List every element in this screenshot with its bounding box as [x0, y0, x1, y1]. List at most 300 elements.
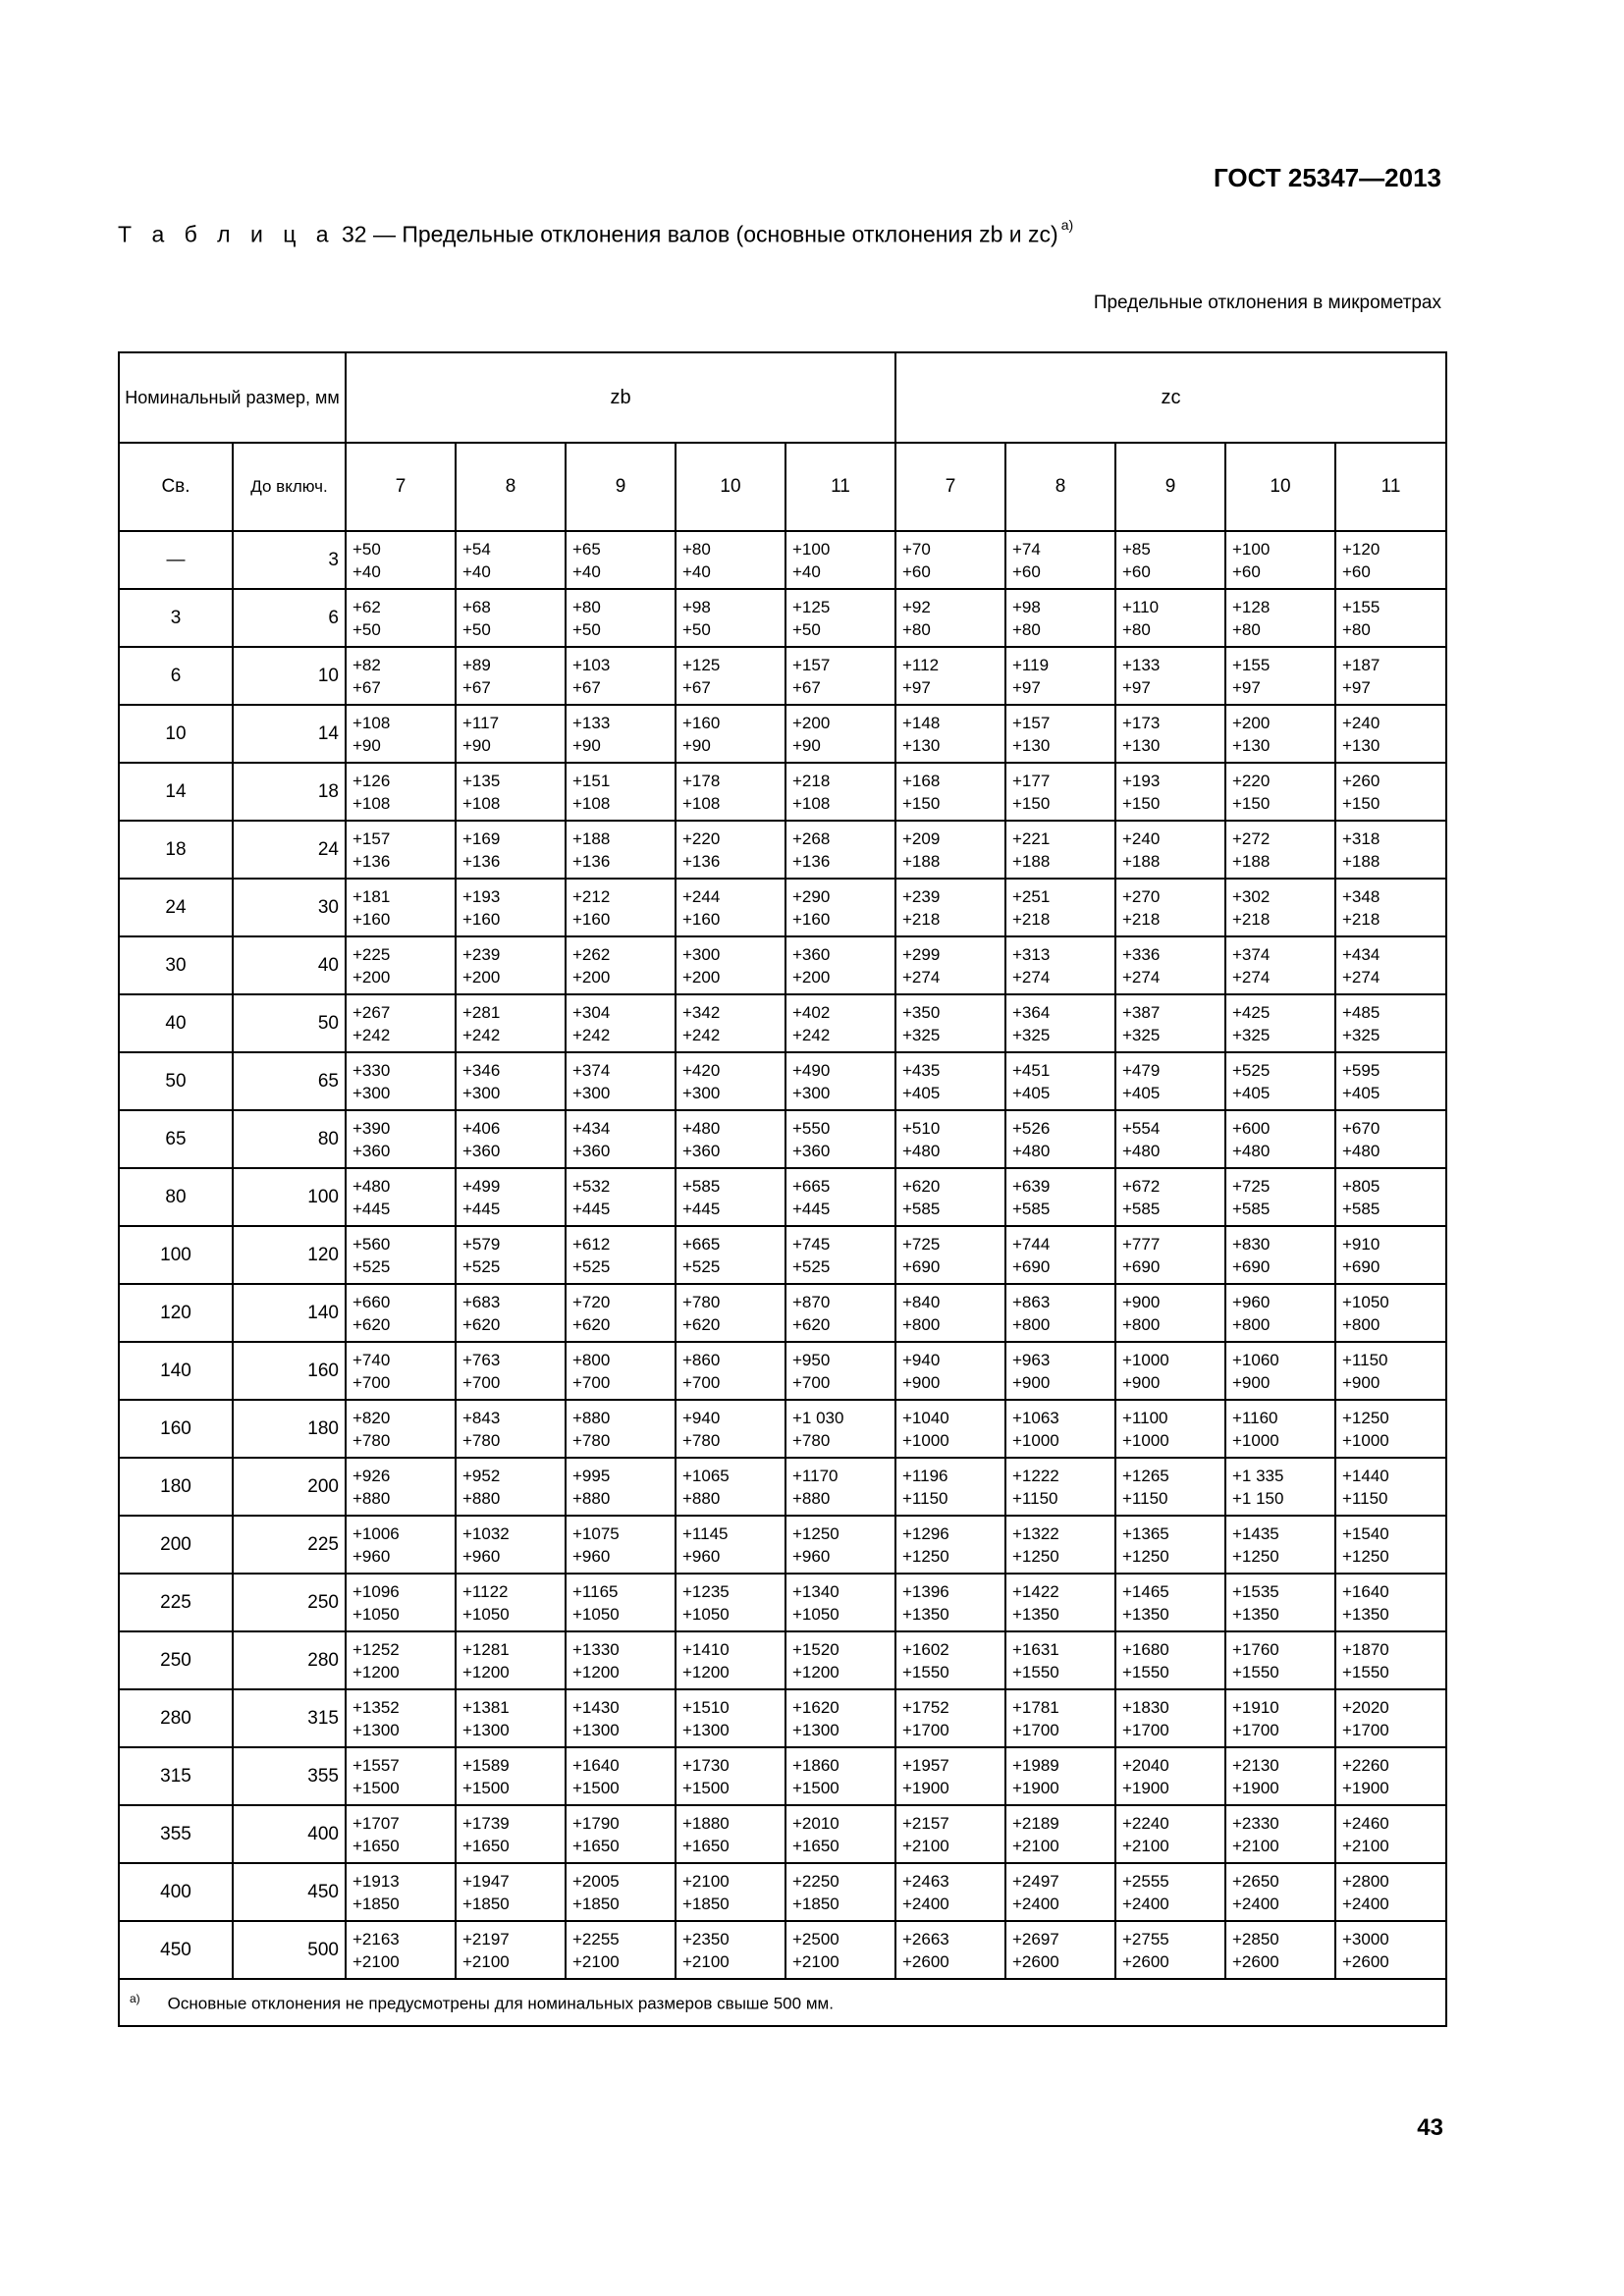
upper-deviation: +1145 [682, 1523, 729, 1543]
lower-deviation: +1250 [1012, 1546, 1059, 1566]
upper-deviation: +2255 [572, 1929, 620, 1949]
table-row [119, 1458, 1446, 1516]
size-from-cell: 200 [119, 1516, 233, 1574]
zb-deviation-cell [676, 879, 785, 936]
upper-deviation: +3000 [1342, 1929, 1389, 1949]
lower-deviation: +325 [902, 1025, 941, 1044]
zc-deviation-cell [895, 705, 1005, 763]
zb-deviation-cell [456, 1921, 566, 1979]
zc-deviation-cell [895, 1631, 1005, 1689]
lower-deviation: +880 [352, 1488, 391, 1508]
zc-deviation-cell [1225, 531, 1335, 589]
upper-deviation: +2010 [792, 1813, 839, 1833]
lower-deviation: +360 [572, 1141, 611, 1160]
lower-deviation: +960 [682, 1546, 721, 1566]
lower-deviation: +80 [1122, 619, 1151, 639]
upper-deviation: +820 [352, 1408, 391, 1427]
zb-deviation-cell [566, 1921, 676, 1979]
lower-deviation: +130 [1122, 735, 1161, 755]
lower-deviation: +160 [682, 909, 721, 929]
upper-deviation: +74 [1012, 539, 1041, 559]
upper-deviation: +125 [792, 597, 831, 616]
upper-deviation: +2800 [1342, 1871, 1389, 1891]
zb-deviation-cell [346, 763, 456, 821]
upper-deviation: +148 [902, 713, 941, 732]
zc-deviation-cell [1115, 1110, 1225, 1168]
lower-deviation: +445 [462, 1199, 501, 1218]
zb-deviation-cell [676, 1342, 785, 1400]
table-row [119, 1631, 1446, 1689]
zb-deviation-cell [785, 531, 895, 589]
lower-deviation: +1000 [1342, 1430, 1389, 1450]
upper-deviation: +1913 [352, 1871, 400, 1891]
zb-grade-header: 11 [785, 443, 895, 531]
caption-note-mark: а) [1060, 217, 1074, 233]
zc-deviation-cell [1005, 763, 1115, 821]
upper-deviation: +2240 [1122, 1813, 1169, 1833]
zb-deviation-cell [346, 1574, 456, 1631]
zc-deviation-cell [1225, 1574, 1335, 1631]
upper-deviation: +110 [1122, 597, 1160, 616]
table-footnote [119, 1979, 1446, 2026]
lower-deviation: +1900 [1342, 1778, 1389, 1797]
zb-deviation-cell [456, 705, 566, 763]
lower-deviation: +218 [1342, 909, 1380, 929]
zb-deviation-cell [456, 936, 566, 994]
table-row [119, 1342, 1446, 1400]
lower-deviation: +800 [1012, 1314, 1051, 1334]
upper-deviation: +160 [682, 713, 721, 732]
upper-deviation: +843 [462, 1408, 501, 1427]
upper-deviation: +940 [902, 1350, 941, 1369]
upper-deviation: +1170 [792, 1466, 839, 1485]
zb-deviation-cell [676, 1168, 785, 1226]
zb-deviation-cell [346, 1921, 456, 1979]
upper-deviation: +2260 [1342, 1755, 1389, 1775]
zc-deviation-cell [1005, 589, 1115, 647]
upper-deviation: +1381 [462, 1697, 510, 1717]
upper-deviation: +2189 [1012, 1813, 1059, 1833]
size-from-cell: 65 [119, 1110, 233, 1168]
zb-deviation-cell [346, 1284, 456, 1342]
zb-deviation-cell [785, 1689, 895, 1747]
upper-deviation: +178 [682, 771, 721, 790]
lower-deviation: +300 [572, 1083, 611, 1102]
upper-deviation: +374 [1232, 944, 1271, 964]
upper-deviation: +1557 [352, 1755, 400, 1775]
lower-deviation: +525 [682, 1256, 721, 1276]
lower-deviation: +1550 [1232, 1662, 1279, 1682]
size-from-cell: 400 [119, 1863, 233, 1921]
upper-deviation: +1352 [352, 1697, 400, 1717]
zc-deviation-cell [1005, 1168, 1115, 1226]
zc-deviation-cell [1115, 1400, 1225, 1458]
size-to-cell: 160 [233, 1342, 346, 1400]
table-body [119, 531, 1446, 1979]
lower-deviation: +325 [1122, 1025, 1161, 1044]
size-from-cell: 120 [119, 1284, 233, 1342]
lower-deviation: +1200 [352, 1662, 400, 1682]
zb-deviation-cell [346, 1805, 456, 1863]
size-to-cell: 10 [233, 647, 346, 705]
upper-deviation: +1340 [792, 1581, 839, 1601]
zb-deviation-cell [456, 1110, 566, 1168]
zb-deviation-cell [456, 994, 566, 1052]
lower-deviation: +130 [902, 735, 941, 755]
upper-deviation: +1947 [462, 1871, 510, 1891]
lower-deviation: +2400 [1342, 1894, 1389, 1913]
upper-deviation: +840 [902, 1292, 941, 1311]
lower-deviation: +1050 [682, 1604, 730, 1624]
upper-deviation: +200 [792, 713, 831, 732]
zb-deviation-cell [566, 1631, 676, 1689]
zc-deviation-cell [1115, 1342, 1225, 1400]
upper-deviation: +2497 [1012, 1871, 1059, 1891]
lower-deviation: +690 [1232, 1256, 1271, 1276]
zb-deviation-cell [566, 1747, 676, 1805]
upper-deviation: +1640 [1342, 1581, 1389, 1601]
caption-text: 32 — Предельные отклонения валов (основные отклонения zb и zc) [341, 221, 1058, 247]
zb-deviation-cell [346, 647, 456, 705]
zb-deviation-cell [676, 1747, 785, 1805]
upper-deviation: +585 [682, 1176, 721, 1196]
zb-grade-header: 10 [676, 443, 785, 531]
zb-deviation-cell [676, 531, 785, 589]
zc-deviation-cell [1005, 994, 1115, 1052]
upper-deviation: +1096 [352, 1581, 400, 1601]
upper-deviation: +1063 [1012, 1408, 1059, 1427]
upper-deviation: +550 [792, 1118, 831, 1138]
zb-deviation-cell [785, 1168, 895, 1226]
upper-deviation: +54 [462, 539, 491, 559]
size-from-cell: 160 [119, 1400, 233, 1458]
lower-deviation: +1350 [1232, 1604, 1279, 1624]
zc-deviation-cell [1335, 821, 1446, 879]
zb-deviation-cell [566, 936, 676, 994]
zb-deviation-cell [566, 1863, 676, 1921]
lower-deviation: +136 [462, 851, 501, 871]
upper-deviation: +554 [1122, 1118, 1161, 1138]
upper-deviation: +336 [1122, 944, 1161, 964]
upper-deviation: +1880 [682, 1813, 730, 1833]
upper-deviation: +304 [572, 1002, 611, 1022]
upper-deviation: +62 [352, 597, 381, 616]
upper-deviation: +532 [572, 1176, 611, 1196]
zc-deviation-cell [1005, 1516, 1115, 1574]
table-row [119, 1400, 1446, 1458]
lower-deviation: +1550 [1012, 1662, 1059, 1682]
lower-deviation: +690 [1342, 1256, 1380, 1276]
zc-deviation-cell [895, 763, 1005, 821]
lower-deviation: +67 [572, 677, 601, 697]
zb-grade-header: 9 [566, 443, 676, 531]
zb-deviation-cell [346, 1342, 456, 1400]
upper-deviation: +133 [572, 713, 611, 732]
zb-deviation-cell [676, 763, 785, 821]
lower-deviation: +800 [1122, 1314, 1161, 1334]
zb-deviation-cell [566, 1805, 676, 1863]
size-from-cell: — [119, 531, 233, 589]
lower-deviation: +60 [1012, 561, 1041, 581]
zc-deviation-cell [895, 1168, 1005, 1226]
upper-deviation: +480 [352, 1176, 391, 1196]
upper-deviation: +1235 [682, 1581, 730, 1601]
zb-deviation-cell [785, 1284, 895, 1342]
lower-deviation: +2600 [1122, 1951, 1169, 1971]
zc-deviation-cell [895, 1110, 1005, 1168]
upper-deviation: +181 [352, 886, 391, 906]
upper-deviation: +270 [1122, 886, 1161, 906]
zb-deviation-cell [566, 763, 676, 821]
lower-deviation: +274 [1122, 967, 1161, 987]
lower-deviation: +1700 [1342, 1720, 1389, 1739]
size-to-cell: 100 [233, 1168, 346, 1226]
lower-deviation: +690 [902, 1256, 941, 1276]
upper-deviation: +281 [462, 1002, 501, 1022]
upper-deviation: +1000 [1122, 1350, 1169, 1369]
lower-deviation: +585 [902, 1199, 941, 1218]
lower-deviation: +325 [1232, 1025, 1271, 1044]
upper-deviation: +240 [1122, 828, 1161, 848]
table-row [119, 1805, 1446, 1863]
upper-deviation: +133 [1122, 655, 1161, 674]
zb-deviation-cell [676, 1458, 785, 1516]
upper-deviation: +526 [1012, 1118, 1051, 1138]
upper-deviation: +660 [352, 1292, 391, 1311]
lower-deviation: +108 [462, 793, 501, 813]
upper-deviation: +525 [1232, 1060, 1271, 1080]
zc-deviation-cell [1335, 936, 1446, 994]
lower-deviation: +480 [902, 1141, 941, 1160]
lower-deviation: +1250 [1122, 1546, 1169, 1566]
zc-deviation-cell [895, 531, 1005, 589]
zb-deviation-cell [676, 1110, 785, 1168]
zc-deviation-cell [895, 1921, 1005, 1979]
zc-deviation-cell [1005, 647, 1115, 705]
zb-deviation-cell [346, 589, 456, 647]
zb-deviation-cell [785, 1805, 895, 1863]
upper-deviation: +119 [1012, 655, 1050, 674]
zb-deviation-cell [346, 821, 456, 879]
lower-deviation: +200 [572, 967, 611, 987]
lower-deviation: +1300 [792, 1720, 839, 1739]
zb-deviation-cell [456, 1574, 566, 1631]
lower-deviation: +1050 [352, 1604, 400, 1624]
lower-deviation: +1000 [1012, 1430, 1059, 1450]
upper-deviation: +50 [352, 539, 381, 559]
lower-deviation: +445 [792, 1199, 831, 1218]
lower-deviation: +150 [1012, 793, 1051, 813]
zc-deviation-cell [895, 1458, 1005, 1516]
lower-deviation: +150 [902, 793, 941, 813]
upper-deviation: +620 [902, 1176, 941, 1196]
upper-deviation: +1781 [1012, 1697, 1059, 1717]
upper-deviation: +612 [572, 1234, 611, 1254]
lower-deviation: +218 [902, 909, 941, 929]
zb-deviation-cell [346, 1052, 456, 1110]
upper-deviation: +1739 [462, 1813, 510, 1833]
upper-deviation: +1122 [462, 1581, 509, 1601]
upper-deviation: +485 [1342, 1002, 1380, 1022]
table-row [119, 1284, 1446, 1342]
zc-deviation-cell [1335, 1516, 1446, 1574]
table-row [119, 1110, 1446, 1168]
upper-deviation: +212 [572, 886, 611, 906]
lower-deviation: +160 [792, 909, 831, 929]
upper-deviation: +2463 [902, 1871, 949, 1891]
upper-deviation: +1540 [1342, 1523, 1389, 1543]
lower-deviation: +218 [1232, 909, 1271, 929]
lower-deviation: +80 [902, 619, 931, 639]
upper-deviation: +2157 [902, 1813, 949, 1833]
lower-deviation: +700 [352, 1372, 391, 1392]
zc-deviation-cell [1335, 1342, 1446, 1400]
upper-deviation: +350 [902, 1002, 941, 1022]
zb-deviation-cell [346, 1400, 456, 1458]
lower-deviation: +60 [1122, 561, 1151, 581]
zc-deviation-cell [895, 1284, 1005, 1342]
upper-deviation: +220 [682, 828, 721, 848]
lower-deviation: +525 [792, 1256, 831, 1276]
upper-deviation: +499 [462, 1176, 501, 1196]
lower-deviation: +2100 [792, 1951, 839, 1971]
lower-deviation: +1500 [462, 1778, 510, 1797]
lower-deviation: +130 [1232, 735, 1271, 755]
upper-deviation: +1870 [1342, 1639, 1389, 1659]
upper-deviation: +80 [682, 539, 711, 559]
lower-deviation: +1000 [902, 1430, 949, 1450]
zb-deviation-cell [566, 1052, 676, 1110]
zb-deviation-cell [456, 1052, 566, 1110]
lower-deviation: +1300 [572, 1720, 620, 1739]
upper-deviation: +108 [352, 713, 391, 732]
lower-deviation: +620 [462, 1314, 501, 1334]
lower-deviation: +1500 [352, 1778, 400, 1797]
upper-deviation: +1435 [1232, 1523, 1279, 1543]
lower-deviation: +218 [1012, 909, 1051, 929]
zc-deviation-cell [1335, 1400, 1446, 1458]
upper-deviation: +683 [462, 1292, 501, 1311]
zc-deviation-cell [895, 1052, 1005, 1110]
lower-deviation: +80 [1232, 619, 1261, 639]
upper-deviation: +995 [572, 1466, 611, 1485]
upper-deviation: +100 [792, 539, 831, 559]
lower-deviation: +360 [682, 1141, 721, 1160]
upper-deviation: +2330 [1232, 1813, 1279, 1833]
lower-deviation: +97 [902, 677, 931, 697]
upper-deviation: +2460 [1342, 1813, 1389, 1833]
zb-deviation-cell [676, 1400, 785, 1458]
upper-deviation: +220 [1232, 771, 1271, 790]
size-to-cell: 450 [233, 1863, 346, 1921]
zb-deviation-cell [676, 705, 785, 763]
lower-deviation: +200 [682, 967, 721, 987]
lower-deviation: +1650 [682, 1836, 730, 1855]
lower-deviation: +90 [792, 735, 821, 755]
lower-deviation: +1050 [462, 1604, 510, 1624]
table-row [119, 1168, 1446, 1226]
size-to-cell: 140 [233, 1284, 346, 1342]
upper-deviation: +1602 [902, 1639, 949, 1659]
upper-deviation: +860 [682, 1350, 721, 1369]
zc-deviation-cell [1005, 531, 1115, 589]
lower-deviation: +1650 [572, 1836, 620, 1855]
upper-deviation: +579 [462, 1234, 501, 1254]
zc-deviation-cell [1005, 705, 1115, 763]
upper-deviation: +2697 [1012, 1929, 1059, 1949]
zb-deviation-cell [566, 1458, 676, 1516]
upper-deviation: +672 [1122, 1176, 1161, 1196]
size-from-cell: 315 [119, 1747, 233, 1805]
zc-grade-header: 8 [1005, 443, 1115, 531]
zc-deviation-cell [1225, 936, 1335, 994]
lower-deviation: +300 [792, 1083, 831, 1102]
upper-deviation: +960 [1232, 1292, 1271, 1311]
upper-deviation: +1322 [1012, 1523, 1059, 1543]
zb-deviation-cell [785, 1631, 895, 1689]
lower-deviation: +780 [572, 1430, 611, 1450]
upper-deviation: +98 [682, 597, 711, 616]
size-to-cell: 30 [233, 879, 346, 936]
lower-deviation: +108 [352, 793, 391, 813]
lower-deviation: +1350 [1122, 1604, 1169, 1624]
lower-deviation: +40 [352, 561, 381, 581]
zc-deviation-cell [895, 647, 1005, 705]
zb-deviation-cell [456, 1805, 566, 1863]
upper-deviation: +1250 [792, 1523, 839, 1543]
zc-deviation-cell [1115, 936, 1225, 994]
zc-deviation-cell [1115, 1516, 1225, 1574]
upper-deviation: +1631 [1012, 1639, 1059, 1659]
upper-deviation: +1790 [572, 1813, 620, 1833]
upper-deviation: +1222 [1012, 1466, 1059, 1485]
upper-deviation: +313 [1012, 944, 1051, 964]
lower-deviation: +1250 [1232, 1546, 1279, 1566]
zb-deviation-cell [785, 705, 895, 763]
lower-deviation: +80 [1342, 619, 1371, 639]
lower-deviation: +880 [572, 1488, 611, 1508]
page-number: 43 [1417, 2114, 1443, 2141]
zc-deviation-cell [895, 1400, 1005, 1458]
zc-deviation-cell [1005, 1921, 1115, 1979]
lower-deviation: +40 [572, 561, 601, 581]
zc-deviation-cell [1115, 647, 1225, 705]
upper-deviation: +168 [902, 771, 941, 790]
upper-deviation: +670 [1342, 1118, 1380, 1138]
from-header: Св. [119, 443, 233, 531]
lower-deviation: +188 [1012, 851, 1051, 871]
zc-deviation-cell [1005, 1574, 1115, 1631]
zc-deviation-cell [1005, 1284, 1115, 1342]
zc-deviation-cell [1225, 647, 1335, 705]
lower-deviation: +97 [1342, 677, 1371, 697]
zc-deviation-cell [1115, 1921, 1225, 1979]
upper-deviation: +1760 [1232, 1639, 1279, 1659]
upper-deviation: +244 [682, 886, 721, 906]
upper-deviation: +1730 [682, 1755, 730, 1775]
upper-deviation: +639 [1012, 1176, 1051, 1196]
zb-deviation-cell [346, 936, 456, 994]
upper-deviation: +173 [1122, 713, 1161, 732]
zb-deviation-cell [456, 1516, 566, 1574]
lower-deviation: +67 [462, 677, 491, 697]
lower-deviation: +40 [462, 561, 491, 581]
size-from-cell: 100 [119, 1226, 233, 1284]
upper-deviation: +218 [792, 771, 831, 790]
zb-deviation-cell [785, 1226, 895, 1284]
upper-deviation: +880 [572, 1408, 611, 1427]
lower-deviation: +130 [1012, 735, 1051, 755]
